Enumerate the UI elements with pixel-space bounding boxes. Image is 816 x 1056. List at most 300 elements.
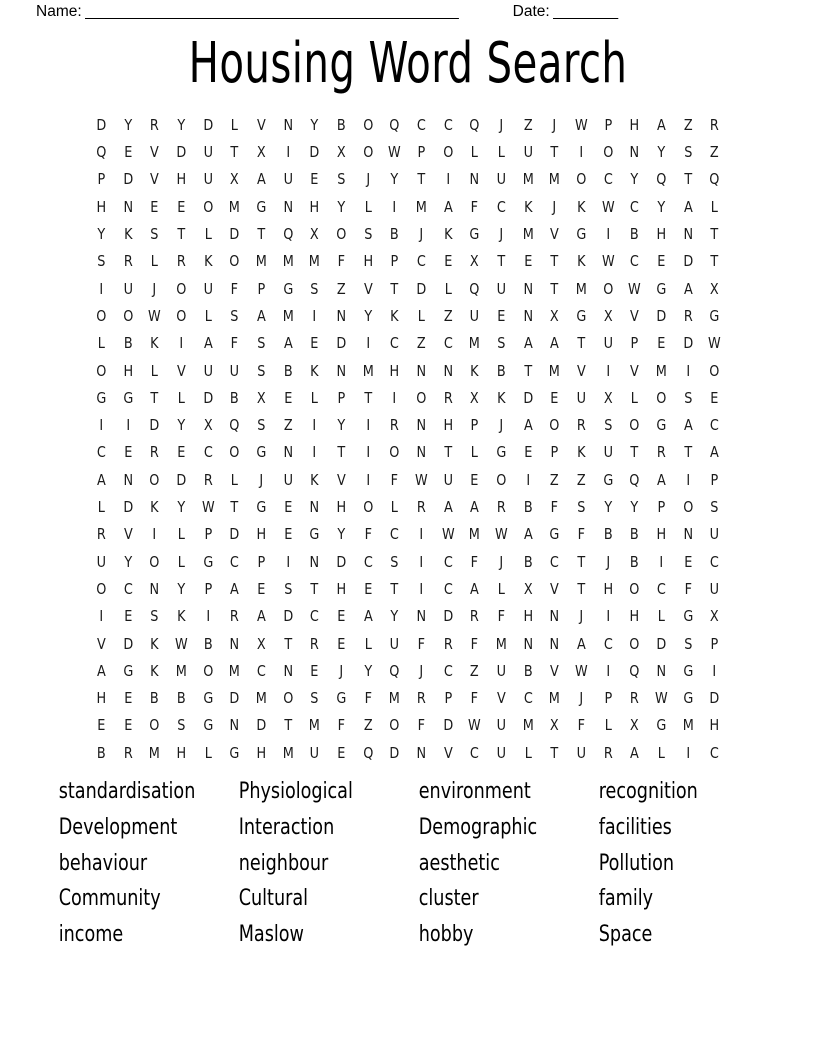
grid-cell[interactable]: T <box>710 225 719 244</box>
grid-cell[interactable]: O <box>683 498 694 517</box>
grid-cell[interactable]: D <box>229 689 240 708</box>
grid-cell[interactable]: I <box>392 197 397 216</box>
grid-cell[interactable]: Z <box>577 470 586 489</box>
grid-cell[interactable]: C <box>230 552 240 571</box>
grid-cell[interactable]: E <box>363 579 373 598</box>
grid-cell[interactable]: T <box>257 225 266 244</box>
grid-cell[interactable]: D <box>683 252 694 271</box>
grid-cell[interactable]: R <box>630 689 640 708</box>
grid-cell[interactable]: H <box>96 689 107 708</box>
grid-cell[interactable]: F <box>684 579 692 598</box>
grid-cell[interactable]: B <box>523 552 533 571</box>
grid-cell[interactable]: I <box>286 552 290 571</box>
grid-cell[interactable]: J <box>552 115 557 134</box>
grid-cell[interactable]: J <box>579 607 584 626</box>
grid-cell[interactable]: R <box>310 634 320 653</box>
grid-cell[interactable]: O <box>709 361 720 380</box>
grid-cell[interactable]: G <box>656 716 667 735</box>
grid-cell[interactable]: Y <box>97 225 106 244</box>
grid-cell[interactable]: I <box>686 470 691 489</box>
grid-cell[interactable]: N <box>549 607 560 626</box>
grid-cell[interactable]: H <box>363 252 373 271</box>
grid-cell[interactable]: X <box>470 388 480 407</box>
grid-cell[interactable]: L <box>364 634 372 653</box>
grid-cell[interactable]: C <box>416 252 426 271</box>
grid-cell[interactable]: T <box>284 634 292 653</box>
grid-cell[interactable]: W <box>708 334 722 353</box>
grid-cell[interactable]: O <box>363 115 374 134</box>
grid-cell[interactable]: C <box>710 743 720 762</box>
grid-cell[interactable]: Q <box>363 743 374 762</box>
grid-cell[interactable]: U <box>603 443 613 462</box>
grid-cell[interactable]: M <box>282 306 294 325</box>
grid-cell[interactable]: O <box>576 170 587 189</box>
grid-cell[interactable]: G <box>496 443 507 462</box>
grid-cell[interactable]: G <box>256 197 267 216</box>
grid-cell[interactable]: Z <box>683 115 693 134</box>
grid-cell[interactable]: W <box>468 716 482 735</box>
word-list-item[interactable]: Pollution <box>598 849 675 876</box>
grid-cell[interactable]: T <box>684 170 693 189</box>
grid-cell[interactable]: L <box>471 143 479 162</box>
grid-cell[interactable]: N <box>309 498 320 517</box>
grid-cell[interactable]: T <box>550 252 559 271</box>
grid-cell[interactable]: T <box>550 279 559 298</box>
grid-cell[interactable]: F <box>471 689 479 708</box>
grid-cell[interactable]: I <box>99 279 104 298</box>
grid-cell[interactable]: V <box>150 143 160 162</box>
grid-cell[interactable]: U <box>496 170 507 189</box>
grid-cell[interactable]: G <box>256 443 267 462</box>
grid-cell[interactable]: H <box>709 716 720 735</box>
date-write-in-line[interactable]: ________ <box>552 3 618 20</box>
grid-cell[interactable]: V <box>363 279 373 298</box>
word-list-item[interactable]: Community <box>58 885 161 912</box>
grid-cell[interactable]: A <box>657 470 666 489</box>
grid-cell[interactable]: C <box>310 607 320 626</box>
grid-cell[interactable]: E <box>283 525 293 544</box>
grid-cell[interactable]: P <box>550 443 559 462</box>
grid-cell[interactable]: K <box>443 225 453 244</box>
grid-cell[interactable]: C <box>443 115 453 134</box>
grid-cell[interactable]: U <box>710 525 720 544</box>
grid-cell[interactable]: I <box>179 334 184 353</box>
grid-cell[interactable]: S <box>497 334 506 353</box>
grid-cell[interactable]: D <box>123 634 133 653</box>
grid-cell[interactable]: F <box>230 334 239 353</box>
grid-cell[interactable]: N <box>229 634 240 653</box>
grid-cell[interactable]: M <box>175 661 187 680</box>
grid-cell[interactable]: F <box>471 634 479 653</box>
grid-cell[interactable]: N <box>629 143 640 162</box>
grid-cell[interactable]: D <box>176 470 187 489</box>
grid-cell[interactable]: I <box>126 416 130 435</box>
grid-cell[interactable]: B <box>603 525 613 544</box>
grid-cell[interactable]: E <box>150 197 159 216</box>
grid-cell[interactable]: E <box>123 716 133 735</box>
grid-cell[interactable]: G <box>96 388 107 407</box>
grid-cell[interactable]: S <box>310 279 319 298</box>
grid-cell[interactable]: L <box>497 579 505 598</box>
grid-cell[interactable]: Q <box>96 143 107 162</box>
grid-cell[interactable]: E <box>257 579 266 598</box>
grid-cell[interactable]: C <box>390 525 400 544</box>
grid-cell[interactable]: T <box>684 443 693 462</box>
grid-cell[interactable]: E <box>524 252 533 271</box>
grid-cell[interactable]: X <box>230 170 240 189</box>
grid-cell[interactable]: U <box>203 170 213 189</box>
grid-cell[interactable]: C <box>390 334 400 353</box>
grid-cell[interactable]: H <box>389 361 400 380</box>
grid-cell[interactable]: Q <box>469 115 480 134</box>
grid-cell[interactable]: H <box>96 197 107 216</box>
grid-cell[interactable]: U <box>96 552 107 571</box>
word-list-item[interactable]: aesthetic <box>418 849 500 876</box>
grid-cell[interactable]: L <box>177 552 185 571</box>
grid-cell[interactable]: O <box>96 579 107 598</box>
grid-cell[interactable]: Q <box>469 279 480 298</box>
grid-cell[interactable]: C <box>443 334 453 353</box>
grid-cell[interactable]: E <box>123 143 133 162</box>
grid-cell[interactable]: R <box>496 498 506 517</box>
word-list-item[interactable]: Demographic <box>418 813 538 840</box>
grid-cell[interactable]: S <box>710 498 719 517</box>
grid-cell[interactable]: E <box>337 743 346 762</box>
grid-cell[interactable]: U <box>496 743 507 762</box>
grid-cell[interactable]: D <box>229 525 240 544</box>
grid-cell[interactable]: P <box>630 334 639 353</box>
name-write-in-line[interactable]: ______________________________________________ <box>84 3 459 20</box>
grid-cell[interactable]: G <box>203 716 213 735</box>
grid-cell[interactable]: H <box>443 416 453 435</box>
grid-cell[interactable]: K <box>577 197 586 216</box>
grid-cell[interactable]: Y <box>657 143 666 162</box>
grid-cell[interactable]: U <box>203 361 213 380</box>
grid-cell[interactable]: N <box>416 443 427 462</box>
grid-cell[interactable]: C <box>123 579 133 598</box>
grid-cell[interactable]: Y <box>364 306 372 325</box>
grid-cell[interactable]: J <box>499 552 504 571</box>
grid-cell[interactable]: R <box>656 443 666 462</box>
grid-cell[interactable]: C <box>443 579 453 598</box>
grid-cell[interactable]: H <box>123 361 133 380</box>
grid-cell[interactable]: E <box>123 689 133 708</box>
grid-cell[interactable]: O <box>389 716 400 735</box>
grid-cell[interactable]: F <box>577 525 586 544</box>
grid-cell[interactable]: T <box>710 252 719 271</box>
grid-cell[interactable]: R <box>683 306 693 325</box>
grid-cell[interactable]: E <box>310 661 319 680</box>
grid-cell[interactable]: X <box>203 416 213 435</box>
grid-cell[interactable]: P <box>257 552 266 571</box>
grid-cell[interactable]: M <box>229 661 241 680</box>
grid-cell[interactable]: P <box>604 115 612 134</box>
grid-cell[interactable]: T <box>390 279 399 298</box>
grid-cell[interactable]: Y <box>337 197 346 216</box>
grid-cell[interactable]: M <box>362 361 374 380</box>
grid-cell[interactable]: T <box>550 143 559 162</box>
grid-cell[interactable]: I <box>366 470 370 489</box>
grid-cell[interactable]: A <box>683 416 693 435</box>
grid-cell[interactable]: N <box>523 634 533 653</box>
grid-cell[interactable]: P <box>97 170 106 189</box>
grid-cell[interactable]: I <box>579 143 584 162</box>
grid-cell[interactable]: D <box>443 716 454 735</box>
grid-cell[interactable]: E <box>310 334 319 353</box>
grid-cell[interactable]: I <box>312 443 317 462</box>
grid-cell[interactable]: N <box>336 306 347 325</box>
grid-cell[interactable]: A <box>256 607 266 626</box>
grid-cell[interactable]: T <box>577 552 586 571</box>
grid-cell[interactable]: H <box>656 225 667 244</box>
grid-cell[interactable]: E <box>497 306 506 325</box>
grid-cell[interactable]: M <box>549 361 561 380</box>
grid-cell[interactable]: J <box>552 197 557 216</box>
grid-cell[interactable]: R <box>96 525 106 544</box>
grid-cell[interactable]: Y <box>390 607 399 626</box>
grid-cell[interactable]: U <box>603 334 613 353</box>
word-list-item[interactable]: standardisation <box>58 778 196 804</box>
grid-cell[interactable]: U <box>496 279 507 298</box>
grid-cell[interactable]: J <box>366 170 370 189</box>
grid-cell[interactable]: C <box>203 443 213 462</box>
grid-cell[interactable]: L <box>204 743 212 762</box>
grid-cell[interactable]: S <box>257 361 266 380</box>
grid-cell[interactable]: O <box>603 143 614 162</box>
grid-cell[interactable]: U <box>390 634 400 653</box>
grid-cell[interactable]: E <box>123 607 133 626</box>
grid-cell[interactable]: K <box>577 443 586 462</box>
grid-cell[interactable]: Y <box>124 552 132 571</box>
grid-cell[interactable]: K <box>177 607 186 626</box>
grid-cell[interactable]: C <box>470 743 480 762</box>
grid-cell[interactable]: K <box>123 225 133 244</box>
grid-cell[interactable]: W <box>601 252 615 271</box>
grid-cell[interactable]: X <box>256 143 266 162</box>
word-list-item[interactable]: cluster <box>418 885 479 912</box>
grid-cell[interactable]: B <box>390 225 400 244</box>
grid-cell[interactable]: J <box>606 552 610 571</box>
grid-cell[interactable]: Q <box>389 115 400 134</box>
grid-cell[interactable]: O <box>96 306 107 325</box>
grid-cell[interactable]: T <box>577 334 586 353</box>
grid-cell[interactable]: Y <box>177 115 186 134</box>
grid-cell[interactable]: P <box>604 689 612 708</box>
grid-cell[interactable]: J <box>339 661 344 680</box>
grid-cell[interactable]: E <box>684 552 693 571</box>
grid-cell[interactable]: L <box>524 743 532 762</box>
grid-cell[interactable]: L <box>417 306 425 325</box>
grid-cell[interactable]: G <box>309 525 320 544</box>
grid-cell[interactable]: A <box>683 279 693 298</box>
grid-cell[interactable]: Y <box>364 661 372 680</box>
grid-cell[interactable]: A <box>523 416 533 435</box>
grid-cell[interactable]: L <box>97 498 105 517</box>
grid-cell[interactable]: H <box>656 525 667 544</box>
grid-cell[interactable]: U <box>123 279 133 298</box>
grid-cell[interactable]: O <box>549 416 560 435</box>
grid-cell[interactable]: K <box>523 197 533 216</box>
grid-cell[interactable]: Y <box>337 525 346 544</box>
grid-cell[interactable]: Z <box>550 470 560 489</box>
grid-cell[interactable]: O <box>336 225 347 244</box>
grid-cell[interactable]: W <box>148 306 162 325</box>
grid-cell[interactable]: U <box>470 306 480 325</box>
grid-cell[interactable]: I <box>392 388 397 407</box>
grid-cell[interactable]: O <box>229 252 240 271</box>
grid-cell[interactable]: X <box>710 607 720 626</box>
grid-cell[interactable]: A <box>630 743 640 762</box>
grid-cell[interactable]: C <box>603 634 613 653</box>
grid-cell[interactable]: V <box>443 743 453 762</box>
word-list-item[interactable]: facilities <box>598 813 672 840</box>
grid-cell[interactable]: Y <box>177 416 186 435</box>
grid-cell[interactable]: M <box>522 716 534 735</box>
grid-cell[interactable]: T <box>310 579 319 598</box>
grid-cell[interactable]: O <box>149 470 160 489</box>
grid-cell[interactable]: D <box>96 115 107 134</box>
grid-cell[interactable]: T <box>150 388 159 407</box>
grid-cell[interactable]: V <box>150 170 160 189</box>
grid-cell[interactable]: C <box>443 552 453 571</box>
grid-cell[interactable]: A <box>443 197 453 216</box>
word-list-item[interactable]: recognition <box>598 778 698 804</box>
grid-cell[interactable]: B <box>176 689 186 708</box>
grid-cell[interactable]: W <box>495 525 508 544</box>
grid-cell[interactable]: D <box>149 416 160 435</box>
grid-cell[interactable]: H <box>629 115 640 134</box>
grid-cell[interactable]: Y <box>657 197 666 216</box>
grid-cell[interactable]: O <box>416 388 427 407</box>
grid-cell[interactable]: G <box>203 552 213 571</box>
grid-cell[interactable]: Y <box>390 170 399 189</box>
grid-cell[interactable]: U <box>203 279 213 298</box>
grid-cell[interactable]: B <box>203 634 213 653</box>
grid-cell[interactable]: B <box>523 498 533 517</box>
grid-cell[interactable]: M <box>469 525 481 544</box>
grid-cell[interactable]: I <box>99 416 104 435</box>
grid-cell[interactable]: Y <box>630 498 639 517</box>
grid-cell[interactable]: M <box>309 252 321 271</box>
grid-cell[interactable]: P <box>444 689 452 708</box>
grid-cell[interactable]: X <box>603 306 613 325</box>
grid-cell[interactable]: G <box>656 279 667 298</box>
grid-cell[interactable]: U <box>496 661 507 680</box>
grid-cell[interactable]: X <box>550 306 560 325</box>
grid-cell[interactable]: L <box>604 716 612 735</box>
grid-cell[interactable]: N <box>549 634 560 653</box>
grid-cell[interactable]: R <box>416 498 426 517</box>
grid-cell[interactable]: L <box>151 252 159 271</box>
grid-cell[interactable]: R <box>123 252 133 271</box>
grid-cell[interactable]: X <box>550 716 560 735</box>
grid-cell[interactable]: C <box>443 661 453 680</box>
grid-cell[interactable]: J <box>419 225 424 244</box>
grid-cell[interactable]: H <box>336 579 347 598</box>
word-list-item[interactable]: Interaction <box>238 813 335 840</box>
grid-cell[interactable]: M <box>415 197 427 216</box>
grid-cell[interactable]: T <box>630 443 639 462</box>
grid-cell[interactable]: R <box>150 115 160 134</box>
grid-cell[interactable]: T <box>230 143 239 162</box>
grid-cell[interactable]: C <box>550 552 560 571</box>
grid-cell[interactable]: I <box>366 443 370 462</box>
grid-cell[interactable]: E <box>97 716 106 735</box>
grid-cell[interactable]: L <box>231 470 239 489</box>
grid-cell[interactable]: N <box>309 552 320 571</box>
grid-cell[interactable]: S <box>283 579 293 598</box>
grid-cell[interactable]: O <box>656 388 667 407</box>
grid-cell[interactable]: E <box>283 498 293 517</box>
grid-cell[interactable]: N <box>523 306 533 325</box>
grid-cell[interactable]: G <box>203 689 213 708</box>
word-list-item[interactable]: hobby <box>418 921 474 948</box>
grid-cell[interactable]: O <box>122 306 134 325</box>
grid-cell[interactable]: D <box>229 225 240 244</box>
grid-cell[interactable]: N <box>416 607 427 626</box>
word-list-item[interactable]: neighbour <box>238 849 329 876</box>
grid-cell[interactable]: P <box>657 498 666 517</box>
grid-cell[interactable]: Y <box>337 416 346 435</box>
grid-cell[interactable]: S <box>177 716 186 735</box>
grid-cell[interactable]: F <box>417 716 426 735</box>
grid-cell[interactable]: A <box>470 498 480 517</box>
grid-cell[interactable]: R <box>710 115 720 134</box>
grid-cell[interactable]: P <box>390 252 399 271</box>
grid-cell[interactable]: I <box>286 143 290 162</box>
grid-cell[interactable]: N <box>283 443 293 462</box>
grid-cell[interactable]: Y <box>177 579 186 598</box>
grid-cell[interactable]: Q <box>629 661 640 680</box>
grid-cell[interactable]: D <box>443 607 454 626</box>
grid-cell[interactable]: S <box>390 552 399 571</box>
grid-cell[interactable]: K <box>150 334 159 353</box>
word-list-item[interactable]: behaviour <box>58 849 148 876</box>
grid-cell[interactable]: W <box>575 115 588 134</box>
grid-cell[interactable]: M <box>469 334 481 353</box>
grid-cell[interactable]: M <box>575 279 587 298</box>
grid-cell[interactable]: X <box>603 388 613 407</box>
grid-cell[interactable]: N <box>123 197 133 216</box>
grid-cell[interactable]: C <box>630 197 640 216</box>
grid-cell[interactable]: T <box>364 388 372 407</box>
grid-cell[interactable]: D <box>176 143 187 162</box>
grid-cell[interactable]: H <box>629 607 640 626</box>
grid-cell[interactable]: K <box>310 470 319 489</box>
grid-cell[interactable]: R <box>390 416 400 435</box>
grid-cell[interactable]: C <box>656 579 666 598</box>
grid-cell[interactable]: G <box>576 225 587 244</box>
grid-cell[interactable]: I <box>312 306 317 325</box>
grid-cell[interactable]: A <box>256 170 266 189</box>
grid-cell[interactable]: F <box>230 279 239 298</box>
grid-cell[interactable]: S <box>230 306 239 325</box>
grid-cell[interactable]: N <box>683 525 693 544</box>
grid-cell[interactable]: T <box>390 579 399 598</box>
grid-cell[interactable]: D <box>683 334 694 353</box>
grid-cell[interactable]: T <box>550 743 559 762</box>
grid-cell[interactable]: N <box>283 197 293 216</box>
grid-cell[interactable]: N <box>149 579 160 598</box>
grid-cell[interactable]: T <box>177 225 186 244</box>
grid-cell[interactable]: V <box>123 525 133 544</box>
grid-cell[interactable]: D <box>416 279 427 298</box>
grid-cell[interactable]: Y <box>124 115 132 134</box>
grid-cell[interactable]: N <box>283 115 293 134</box>
grid-cell[interactable]: B <box>123 334 133 353</box>
grid-cell[interactable]: D <box>283 607 293 626</box>
grid-cell[interactable]: B <box>283 361 293 380</box>
